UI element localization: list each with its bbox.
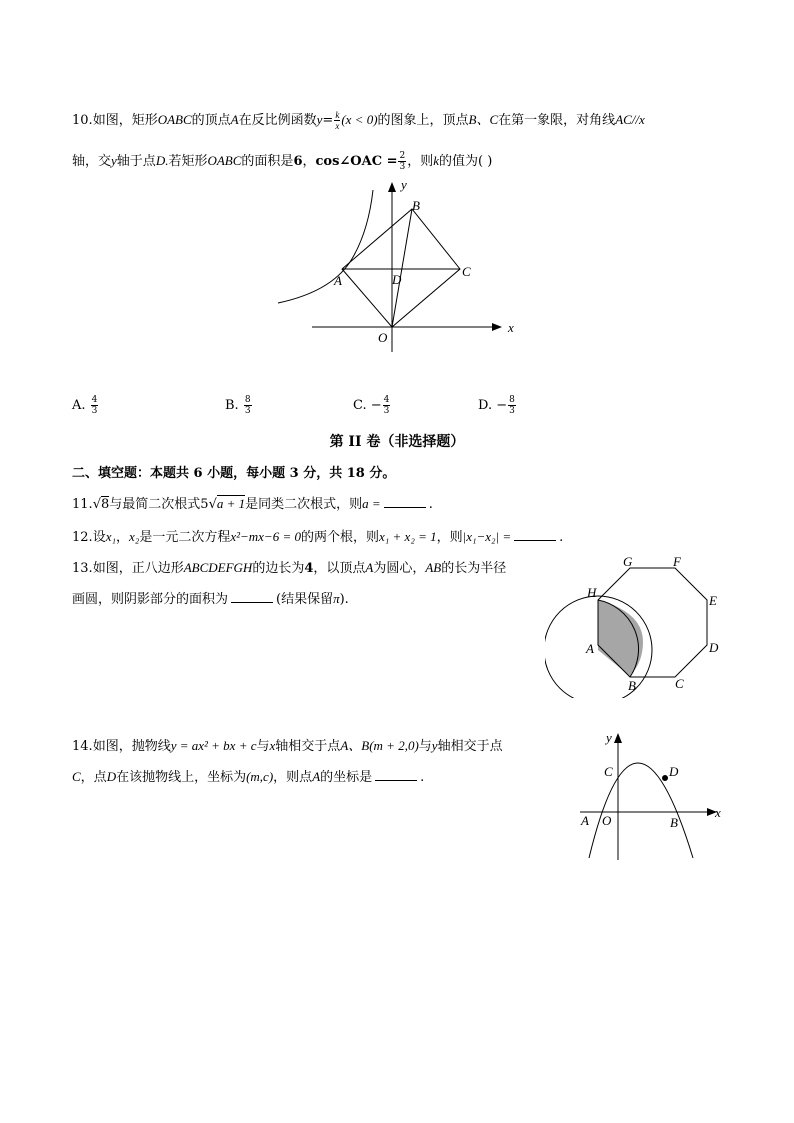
q10-option-d[interactable]: D. − $\frac{8}{3}$ — [478, 395, 515, 416]
label-e: E — [709, 593, 717, 608]
k-over-x-fraction: $\frac{k}{x}$ — [335, 110, 340, 131]
y-axis-arrow — [388, 182, 396, 192]
label-d: D — [392, 272, 402, 287]
q13-figure — [545, 550, 725, 698]
label-b: B — [670, 815, 678, 830]
q10-line1: 10.如图，矩形OABC的顶点A在反比例函数y= $\frac{k}{x}$ (x < 0)的图象上，顶点B、C在第一象限，对角线AC//x — [72, 110, 645, 131]
label-y: y — [401, 177, 407, 192]
hyperbola-curve — [278, 190, 373, 303]
cos-fraction: $\frac{2}{3}$ — [399, 151, 406, 172]
label-f: F — [673, 554, 681, 569]
q11: 11.√8与最简二次根式5√a + 1是同类二次根式，则a = . — [72, 496, 433, 512]
q10-figure — [270, 172, 530, 352]
label-o: O — [602, 813, 612, 828]
q10-line2: 轴，交y轴于点D.若矩形OABC的面积是6，cos∠OAC = $\frac{2}{3}$ ，则k的值为( ) — [72, 151, 493, 172]
label-x: x — [508, 320, 514, 335]
q12-answer-blank[interactable] — [514, 528, 556, 541]
label-b: B — [628, 678, 636, 693]
q10-option-b[interactable]: B. $\frac{8}{3}$ — [225, 395, 251, 416]
label-a: A — [334, 273, 342, 288]
y-axis-arrow — [614, 733, 622, 743]
q13-line2: 画圆，则阴影部分的面积为 (结果保留π). — [72, 591, 349, 607]
label-c: C — [675, 676, 684, 691]
label-x: x — [715, 805, 721, 820]
q13-line1: 13.如图，正八边形ABCDEFGH的边长为4，以顶点A为圆心，AB的长为半径 — [72, 560, 507, 576]
section-title: 第 II 卷（非选择题） — [329, 434, 465, 450]
point-d — [662, 775, 668, 781]
label-h: H — [587, 585, 597, 600]
label-d: D — [709, 640, 719, 655]
diagonal-ob — [392, 209, 412, 327]
label-c: C — [462, 264, 471, 279]
label-b: B — [412, 198, 420, 213]
q14-line1: 14.如图，抛物线y = ax² + bx + c与x轴相交于点A、B(m + 2,0)与y轴相交于点 — [72, 738, 503, 754]
q12: 12.设x₁，x₂是一元二次方程x²−mx−6 = 0的两个根，则x₁ + x₂ = 1，则|x₁−x₂| = . — [72, 529, 564, 545]
rectangle-oabc — [342, 209, 460, 327]
x-axis-arrow — [492, 323, 502, 331]
q11-answer-blank[interactable] — [384, 495, 426, 508]
label-a: A — [586, 641, 594, 656]
q14-answer-blank[interactable] — [375, 768, 417, 781]
label-d: D — [669, 764, 679, 779]
label-c: C — [604, 764, 613, 779]
q10-option-c[interactable]: C. − $\frac{4}{3}$ — [353, 395, 390, 416]
sqrt-sign-2: √ — [208, 497, 217, 512]
label-o: O — [378, 330, 388, 345]
q13-answer-blank[interactable] — [231, 590, 273, 603]
label-g: G — [623, 554, 633, 569]
q10-option-a[interactable]: A. $\frac{4}{3}$ — [72, 395, 98, 416]
label-y: y — [606, 730, 612, 745]
q14-line2: C，点D在该抛物线上，坐标为(m,c)，则点A的坐标是 . — [72, 769, 425, 785]
section-subtitle: 二、填空题：本题共 6 小题，每小题 3 分，共 18 分。 — [72, 466, 396, 481]
q14-figure — [575, 728, 730, 863]
sqrt-sign: √ — [92, 497, 101, 512]
label-a: A — [581, 813, 589, 828]
